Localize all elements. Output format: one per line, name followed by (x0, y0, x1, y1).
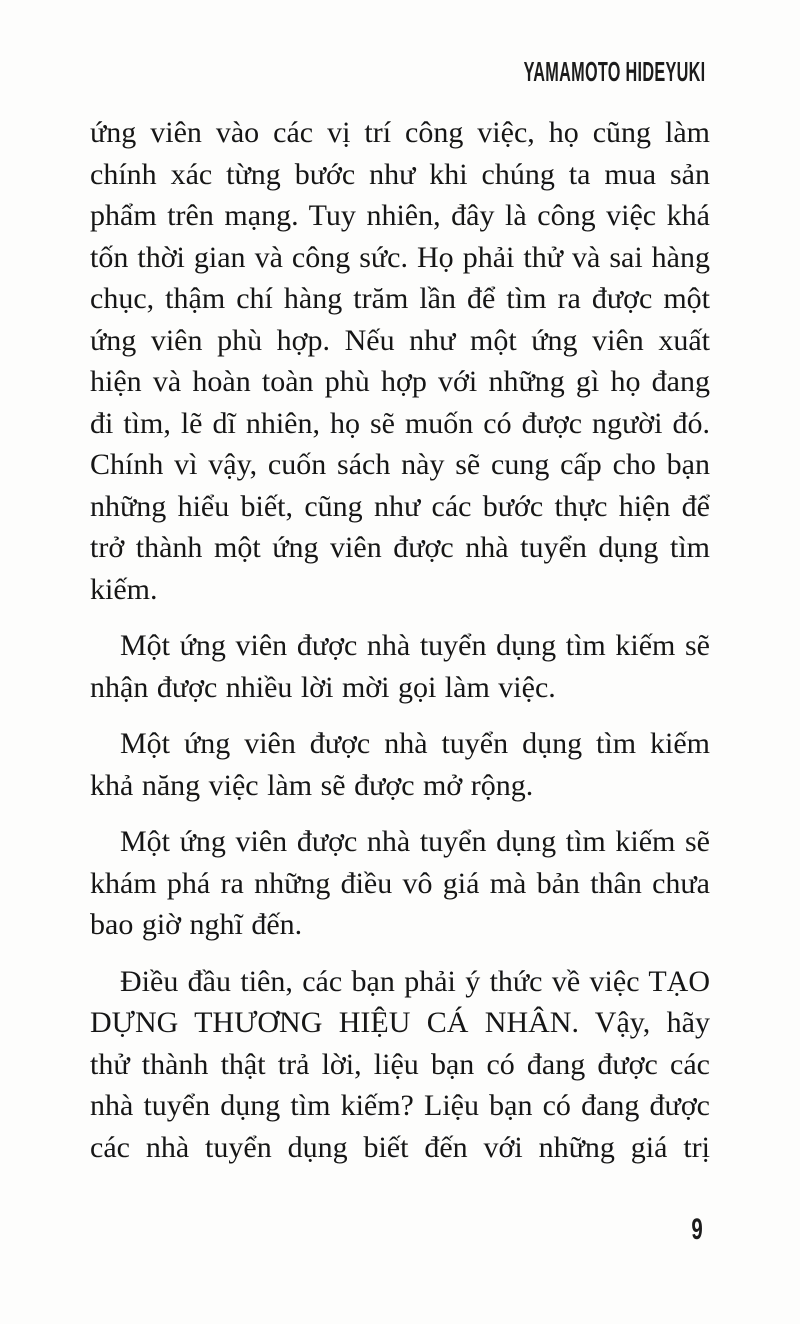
page-body (90, 112, 710, 1183)
running-header-author: YAMAMOTO HIDEYUKI (523, 56, 705, 87)
paragraph-3: Một ứng viên được nhà tuyển dụng tìm kiếm khả năng việc làm sẽ được mở rộng. (90, 727, 710, 802)
paragraph-2: Một ứng viên được nhà tuyển dụng tìm kiếm sẽ nhận được nhiều lời mời gọi làm việc. (90, 629, 710, 704)
page-number: 9 (691, 1213, 703, 1246)
paragraph-5: Điều đầu tiên, các bạn phải ý thức về việc TẠO DỰNG THƯƠNG HIỆU CÁ NHÂN. Vậy, hãy thử thành thật trả lời, liệu bạn có đang được các nhà tuyển dụng tìm kiếm? Liệu bạn có đang được các nhà tuyển dụng biết đến với những giá trị (90, 964, 710, 1164)
paragraph-1: ứng viên vào các vị trí công việc, họ cũng làm chính xác từng bước như khi chúng ta mua sản phẩm trên mạng. Tuy nhiên, đây là công việc khá tốn thời gian và công sức. Họ phải thử và sai hàng chục, thậm chí hàng trăm lần để tìm ra được một ứng viên phù hợp. Nếu như một ứng viên xuất hiện và hoàn toàn phù hợp với những gì họ đang đi tìm, lẽ dĩ nhiên, họ sẽ muốn có được người đó. Chính vì vậy, cuốn sách này sẽ cung cấp cho bạn những hiểu biết, cũng như các bước thực hiện để trở thành một ứng viên được nhà tuyển dụng tìm kiếm. (90, 116, 710, 606)
paragraph-4: Một ứng viên được nhà tuyển dụng tìm kiếm sẽ khám phá ra những điều vô giá mà bản thân chưa bao giờ nghĩ đến. (90, 825, 710, 941)
